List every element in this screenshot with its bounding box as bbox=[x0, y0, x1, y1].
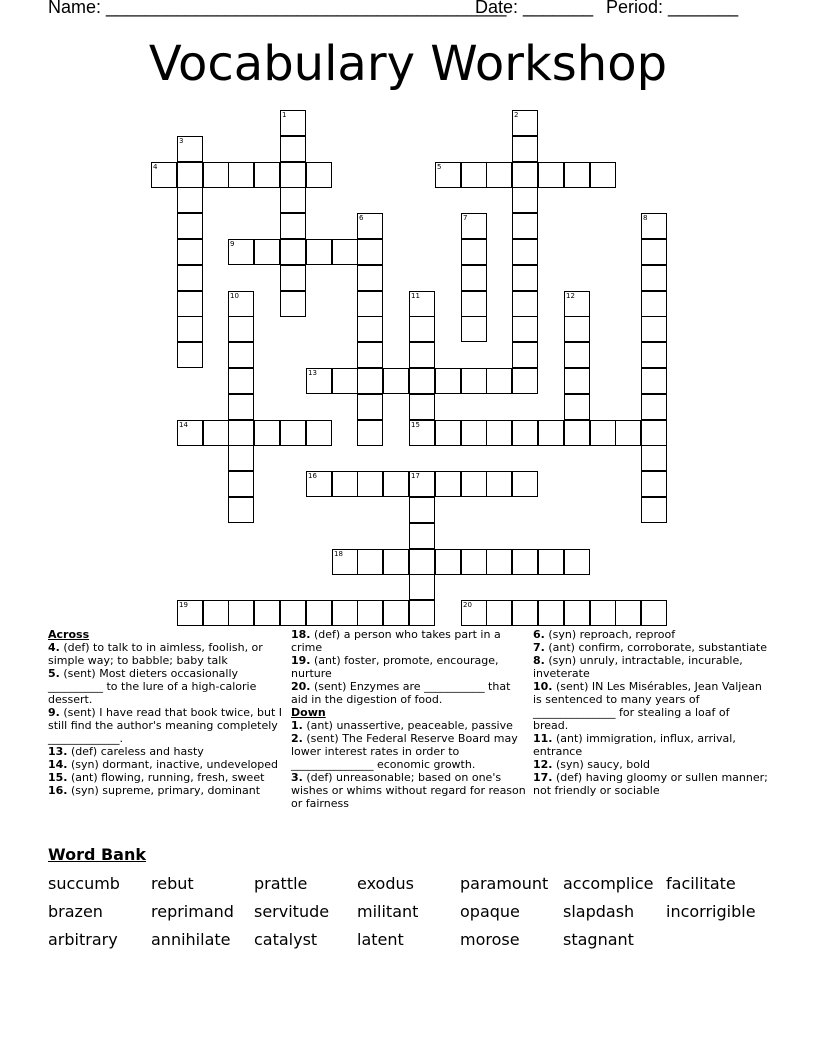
name-field[interactable]: Name: ________________________________________ bbox=[48, 0, 507, 17]
clue-number: 19 bbox=[179, 601, 188, 609]
grid-cell[interactable] bbox=[151, 162, 177, 188]
grid-cell[interactable] bbox=[228, 342, 254, 368]
word-bank-word: rebut bbox=[151, 874, 194, 893]
clue-across-19: 19. (ant) foster, promote, encourage, nurture bbox=[291, 654, 499, 680]
grid-cell[interactable] bbox=[357, 549, 383, 575]
grid-cell[interactable] bbox=[461, 420, 487, 446]
grid-cell[interactable] bbox=[177, 265, 203, 291]
period-field[interactable]: Period: _______ bbox=[606, 0, 739, 17]
grid-cell[interactable] bbox=[357, 471, 383, 497]
grid-cell[interactable] bbox=[512, 342, 538, 368]
grid-cell[interactable] bbox=[332, 239, 358, 265]
grid-cell[interactable] bbox=[461, 368, 487, 394]
clue-number: 16 bbox=[308, 472, 317, 480]
grid-cell[interactable] bbox=[564, 342, 590, 368]
grid-cell[interactable] bbox=[409, 471, 435, 497]
clue-number: 15 bbox=[411, 421, 420, 429]
grid-cell[interactable] bbox=[306, 600, 332, 626]
grid-cell[interactable] bbox=[409, 394, 435, 420]
clue-across-5: 5. (sent) Most dieters occasionally __________ to the lure of a high-calorie dessert. bbox=[48, 667, 257, 706]
grid-cell[interactable] bbox=[228, 162, 254, 188]
grid-cell[interactable] bbox=[615, 420, 641, 446]
grid-cell[interactable] bbox=[512, 239, 538, 265]
grid-cell[interactable] bbox=[357, 600, 383, 626]
grid-cell[interactable] bbox=[306, 368, 332, 394]
word-bank-word: militant bbox=[357, 902, 419, 921]
grid-cell[interactable] bbox=[177, 342, 203, 368]
grid-cell[interactable] bbox=[280, 239, 306, 265]
grid-cell[interactable] bbox=[538, 420, 564, 446]
grid-cell[interactable] bbox=[538, 162, 564, 188]
grid-cell[interactable] bbox=[538, 549, 564, 575]
clue-number: 5 bbox=[437, 163, 442, 171]
word-bank-word: brazen bbox=[48, 902, 103, 921]
grid-cell[interactable] bbox=[228, 394, 254, 420]
clue-across-18: 18. (def) a person who takes part in a crime bbox=[291, 628, 501, 654]
word-bank-word: paramount bbox=[460, 874, 549, 893]
grid-cell[interactable] bbox=[461, 600, 487, 626]
grid-cell[interactable] bbox=[228, 497, 254, 523]
grid-cell[interactable] bbox=[177, 316, 203, 342]
grid-cell[interactable] bbox=[461, 239, 487, 265]
grid-cell[interactable] bbox=[228, 239, 254, 265]
clue-number: 20 bbox=[463, 601, 472, 609]
grid-cell[interactable] bbox=[177, 213, 203, 239]
grid-cell[interactable] bbox=[435, 471, 461, 497]
clue-across-13: 13. (def) careless and hasty bbox=[48, 745, 204, 758]
grid-cell[interactable] bbox=[280, 162, 306, 188]
grid-cell[interactable] bbox=[512, 368, 538, 394]
grid-cell[interactable] bbox=[461, 471, 487, 497]
grid-cell[interactable] bbox=[564, 291, 590, 317]
grid-cell[interactable] bbox=[177, 600, 203, 626]
grid-cell[interactable] bbox=[641, 342, 667, 368]
grid-cell[interactable] bbox=[486, 471, 512, 497]
clues-column-2 bbox=[291, 628, 526, 810]
clue-number: 8 bbox=[643, 214, 648, 222]
grid-cell[interactable] bbox=[357, 420, 383, 446]
grid-cell[interactable] bbox=[512, 187, 538, 213]
grid-cell[interactable] bbox=[409, 368, 435, 394]
clues-column-1 bbox=[48, 628, 283, 797]
grid-cell[interactable] bbox=[203, 600, 229, 626]
grid-cell[interactable] bbox=[435, 368, 461, 394]
grid-cell[interactable] bbox=[383, 549, 409, 575]
grid-cell[interactable] bbox=[332, 471, 358, 497]
grid-cell[interactable] bbox=[641, 239, 667, 265]
grid-cell[interactable] bbox=[641, 368, 667, 394]
grid-cell[interactable] bbox=[461, 291, 487, 317]
word-bank-word: slapdash bbox=[563, 902, 635, 921]
grid-cell[interactable] bbox=[512, 213, 538, 239]
grid-cell[interactable] bbox=[564, 162, 590, 188]
grid-cell[interactable] bbox=[512, 420, 538, 446]
clue-down-12: 12. (syn) saucy, bold bbox=[533, 758, 651, 771]
grid-cell[interactable] bbox=[512, 600, 538, 626]
grid-cell[interactable] bbox=[383, 600, 409, 626]
grid-cell[interactable] bbox=[486, 600, 512, 626]
grid-cell[interactable] bbox=[641, 445, 667, 471]
clue-down-11: 11. (ant) immigration, influx, arrival, entrance bbox=[533, 732, 736, 758]
grid-cell[interactable] bbox=[280, 265, 306, 291]
clue-down-7: 7. (ant) confirm, corroborate, substantiate bbox=[533, 641, 767, 654]
word-bank-word: reprimand bbox=[151, 902, 234, 921]
grid-cell[interactable] bbox=[306, 239, 332, 265]
grid-cell[interactable] bbox=[409, 497, 435, 523]
grid-cell[interactable] bbox=[280, 110, 306, 136]
grid-cell[interactable] bbox=[564, 549, 590, 575]
grid-cell[interactable] bbox=[280, 600, 306, 626]
word-bank-word: annihilate bbox=[151, 930, 231, 949]
grid-cell[interactable] bbox=[564, 600, 590, 626]
clue-number: 2 bbox=[514, 111, 519, 119]
grid-cell[interactable] bbox=[461, 549, 487, 575]
grid-cell[interactable] bbox=[409, 523, 435, 549]
grid-cell[interactable] bbox=[357, 239, 383, 265]
clue-across-9: 9. (sent) I have read that book twice, but I still find the author's meaning completely _____________. bbox=[48, 706, 283, 745]
grid-cell[interactable] bbox=[228, 368, 254, 394]
grid-cell[interactable] bbox=[512, 110, 538, 136]
grid-cell[interactable] bbox=[409, 342, 435, 368]
word-bank-word: arbitrary bbox=[48, 930, 118, 949]
clue-down-3: 3. (def) unreasonable; based on one's wishes or whims without regard for reason or fairness bbox=[291, 771, 526, 810]
grid-cell[interactable] bbox=[486, 420, 512, 446]
grid-cell[interactable] bbox=[409, 574, 435, 600]
clue-number: 10 bbox=[230, 292, 239, 300]
word-bank-word: servitude bbox=[254, 902, 330, 921]
grid-cell[interactable] bbox=[512, 291, 538, 317]
grid-cell[interactable] bbox=[228, 420, 254, 446]
grid-cell[interactable] bbox=[357, 265, 383, 291]
grid-cell[interactable] bbox=[590, 420, 616, 446]
clue-number: 1 bbox=[282, 111, 287, 119]
grid-cell[interactable] bbox=[461, 265, 487, 291]
grid-cell[interactable] bbox=[357, 394, 383, 420]
grid-cell[interactable] bbox=[177, 420, 203, 446]
grid-cell[interactable] bbox=[306, 471, 332, 497]
grid-cell[interactable] bbox=[357, 213, 383, 239]
grid-cell[interactable] bbox=[383, 471, 409, 497]
clue-down-6: 6. (syn) reproach, reproof bbox=[533, 628, 676, 641]
grid-cell[interactable] bbox=[228, 445, 254, 471]
word-bank-word: succumb bbox=[48, 874, 120, 893]
grid-cell[interactable] bbox=[512, 316, 538, 342]
grid-cell[interactable] bbox=[512, 265, 538, 291]
date-field[interactable]: Date: _______ bbox=[475, 0, 594, 17]
grid-cell[interactable] bbox=[538, 600, 564, 626]
word-bank-word: prattle bbox=[254, 874, 308, 893]
grid-cell[interactable] bbox=[357, 342, 383, 368]
grid-cell[interactable] bbox=[280, 420, 306, 446]
grid-cell[interactable] bbox=[177, 239, 203, 265]
grid-cell[interactable] bbox=[203, 420, 229, 446]
word-bank-word: morose bbox=[460, 930, 520, 949]
grid-cell[interactable] bbox=[641, 600, 667, 626]
word-bank-word: opaque bbox=[460, 902, 520, 921]
grid-cell[interactable] bbox=[280, 291, 306, 317]
grid-cell[interactable] bbox=[641, 291, 667, 317]
grid-cell[interactable] bbox=[228, 471, 254, 497]
grid-cell[interactable] bbox=[254, 162, 280, 188]
word-bank-word: accomplice bbox=[563, 874, 654, 893]
grid-cell[interactable] bbox=[177, 136, 203, 162]
grid-cell[interactable] bbox=[332, 368, 358, 394]
grid-cell[interactable] bbox=[590, 162, 616, 188]
grid-cell[interactable] bbox=[306, 420, 332, 446]
clue-down-1: 1. (ant) unassertive, peaceable, passive bbox=[291, 719, 513, 732]
grid-cell[interactable] bbox=[306, 162, 332, 188]
grid-cell[interactable] bbox=[564, 368, 590, 394]
grid-cell[interactable] bbox=[512, 136, 538, 162]
clue-number: 12 bbox=[566, 292, 575, 300]
grid-cell[interactable] bbox=[435, 162, 461, 188]
grid-cell[interactable] bbox=[254, 239, 280, 265]
grid-cell[interactable] bbox=[641, 394, 667, 420]
grid-cell[interactable] bbox=[512, 471, 538, 497]
grid-cell[interactable] bbox=[280, 187, 306, 213]
grid-cell[interactable] bbox=[357, 368, 383, 394]
clue-down-2: 2. (sent) The Federal Reserve Board may lower interest rates in order to _______________ economic growth. bbox=[291, 732, 518, 771]
grid-cell[interactable] bbox=[590, 600, 616, 626]
grid-cell[interactable] bbox=[641, 471, 667, 497]
clue-number: 17 bbox=[411, 472, 420, 480]
grid-cell[interactable] bbox=[486, 368, 512, 394]
grid-cell[interactable] bbox=[409, 420, 435, 446]
clue-across-16: 16. (syn) supreme, primary, dominant bbox=[48, 784, 261, 797]
grid-cell[interactable] bbox=[409, 600, 435, 626]
clue-number: 14 bbox=[179, 421, 188, 429]
down-header: Down bbox=[291, 706, 326, 719]
grid-cell[interactable] bbox=[280, 213, 306, 239]
grid-cell[interactable] bbox=[615, 600, 641, 626]
clue-number: 11 bbox=[411, 292, 420, 300]
clue-down-8: 8. (syn) unruly, intractable, incurable, inveterate bbox=[533, 654, 743, 680]
clue-number: 4 bbox=[153, 163, 158, 171]
grid-cell[interactable] bbox=[409, 291, 435, 317]
grid-cell[interactable] bbox=[228, 291, 254, 317]
grid-cell[interactable] bbox=[512, 549, 538, 575]
across-header: Across bbox=[48, 628, 90, 641]
clue-across-14: 14. (syn) dormant, inactive, undeveloped bbox=[48, 758, 279, 771]
grid-cell[interactable] bbox=[332, 600, 358, 626]
grid-cell[interactable] bbox=[461, 162, 487, 188]
clue-across-15: 15. (ant) flowing, running, fresh, sweet bbox=[48, 771, 265, 784]
grid-cell[interactable] bbox=[203, 162, 229, 188]
clue-number: 9 bbox=[230, 240, 235, 248]
clue-across-4: 4. (def) to talk to in aimless, foolish, or simple way; to babble; baby talk bbox=[48, 641, 263, 667]
grid-cell[interactable] bbox=[357, 291, 383, 317]
grid-cell[interactable] bbox=[177, 162, 203, 188]
grid-cell[interactable] bbox=[641, 420, 667, 446]
grid-cell[interactable] bbox=[357, 316, 383, 342]
clue-number: 6 bbox=[359, 214, 364, 222]
grid-cell[interactable] bbox=[461, 213, 487, 239]
clues-column-3 bbox=[533, 628, 768, 797]
grid-cell[interactable] bbox=[641, 316, 667, 342]
word-bank-word: catalyst bbox=[254, 930, 318, 949]
grid-cell[interactable] bbox=[383, 368, 409, 394]
grid-cell[interactable] bbox=[461, 316, 487, 342]
grid-cell[interactable] bbox=[435, 549, 461, 575]
clue-across-20: 20. (sent) Enzymes are ___________ that aid in the digestion of food. bbox=[291, 680, 511, 706]
clue-number: 7 bbox=[463, 214, 468, 222]
grid-cell[interactable] bbox=[177, 291, 203, 317]
grid-cell[interactable] bbox=[177, 187, 203, 213]
grid-cell[interactable] bbox=[641, 497, 667, 523]
word-bank-word: latent bbox=[357, 930, 404, 949]
grid-cell[interactable] bbox=[486, 549, 512, 575]
word-bank-word: incorrigible bbox=[666, 902, 756, 921]
page-title: Vocabulary Workshop bbox=[148, 36, 668, 92]
grid-cell[interactable] bbox=[564, 394, 590, 420]
grid-cell[interactable] bbox=[228, 600, 254, 626]
grid-cell[interactable] bbox=[486, 162, 512, 188]
word-bank-title: Word Bank bbox=[48, 845, 147, 864]
clue-number: 18 bbox=[334, 550, 343, 558]
clue-number: 13 bbox=[308, 369, 317, 377]
grid-cell[interactable] bbox=[512, 162, 538, 188]
grid-cell[interactable] bbox=[564, 420, 590, 446]
word-bank-word: facilitate bbox=[666, 874, 736, 893]
grid-cell[interactable] bbox=[409, 316, 435, 342]
grid-cell[interactable] bbox=[641, 213, 667, 239]
grid-cell[interactable] bbox=[332, 549, 358, 575]
grid-cell[interactable] bbox=[409, 549, 435, 575]
grid-cell[interactable] bbox=[564, 316, 590, 342]
word-bank-word: exodus bbox=[357, 874, 414, 893]
grid-cell[interactable] bbox=[435, 420, 461, 446]
grid-cell[interactable] bbox=[228, 316, 254, 342]
clue-down-10: 10. (sent) IN Les Misérables, Jean Valjean is sentenced to many years of _______________ for stealing a loaf of bread. bbox=[533, 680, 762, 732]
word-bank-word: stagnant bbox=[563, 930, 634, 949]
grid-cell[interactable] bbox=[280, 136, 306, 162]
grid-cell[interactable] bbox=[641, 265, 667, 291]
clue-down-17: 17. (def) having gloomy or sullen manner; not friendly or sociable bbox=[533, 771, 768, 797]
grid-cell[interactable] bbox=[254, 600, 280, 626]
clue-number: 3 bbox=[179, 137, 184, 145]
grid-cell[interactable] bbox=[254, 420, 280, 446]
